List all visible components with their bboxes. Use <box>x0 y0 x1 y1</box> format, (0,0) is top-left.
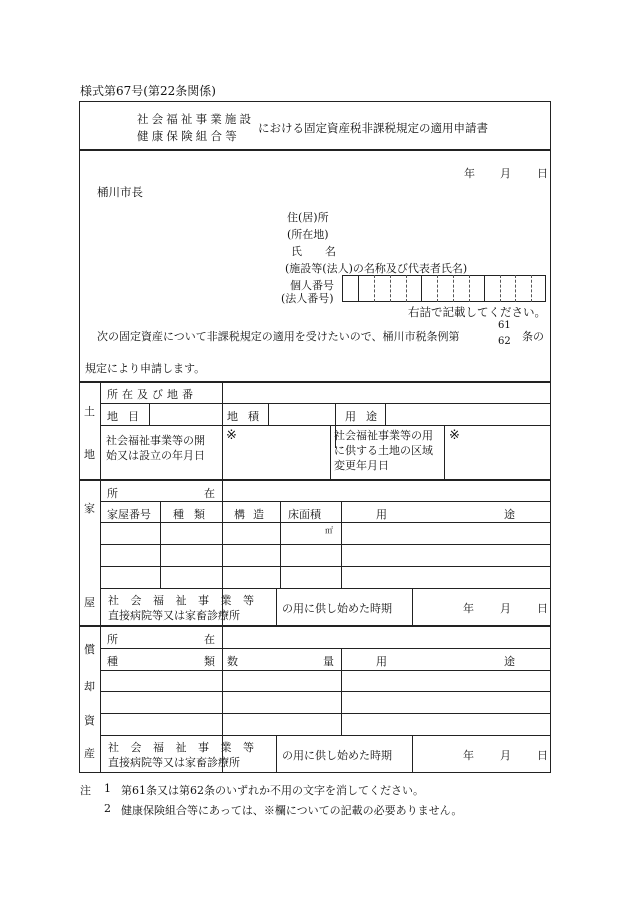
title-char: 社 <box>137 112 149 126</box>
title-main: における固定資産税非課税規定の適用申請書 <box>258 121 488 135</box>
note-2-number: 2 <box>104 802 111 815</box>
house-period-label-2: 直接病院等又は家畜診療所 <box>108 609 240 622</box>
title-char: 祉 <box>180 112 193 126</box>
land-start-label-1: 社会福祉事業等の開 <box>106 434 205 447</box>
notes-label: 注 <box>80 784 91 797</box>
land-change-label-2: に供する土地の区域 <box>334 444 433 457</box>
house-floor-label: 床面積 <box>288 508 321 521</box>
depreciable-period-day: 日 <box>537 749 548 762</box>
depreciable-period-year: 年 <box>463 749 474 762</box>
house-side-2: 屋 <box>84 596 95 609</box>
land-start-label-2: 始又は設立の年月日 <box>106 449 205 462</box>
depreciable-use-label-1: 用 <box>376 655 387 668</box>
id-grid-divider <box>531 275 532 302</box>
house-use-label-1: 用 <box>376 508 387 521</box>
depreciable-period-label-1: 社会福祉事業等 <box>108 741 266 754</box>
id-grid-divider <box>406 275 407 302</box>
depreciable-period-label-2: 直接病院等又は家畜診療所 <box>108 756 240 769</box>
article-61: 61 <box>498 320 511 331</box>
form-number: 様式第67号(第22条関係) <box>80 84 216 98</box>
note-1: 第61条又は第62条のいずれか不用の文字を消してください。 <box>121 784 424 797</box>
depreciable-side-4: 産 <box>84 747 95 760</box>
land-side-2: 地 <box>84 448 95 461</box>
statement-text3: 規定により申請します。 <box>85 362 206 375</box>
depreciable-period-text: の用に供し始めた時期 <box>282 749 392 762</box>
depreciable-location-label-2: 在 <box>204 633 215 646</box>
depreciable-qty-label-2: 量 <box>323 655 334 668</box>
title-line1 <box>137 111 251 127</box>
land-category-label: 地目 <box>107 410 149 423</box>
id-label: 個人番号 <box>290 279 334 292</box>
id-grid-divider <box>484 275 485 302</box>
land-area-label: 地積 <box>227 410 269 423</box>
depreciable-side-1: 償 <box>84 643 95 656</box>
address-label: 住(居)所 <box>287 211 329 224</box>
house-side-1: 家 <box>84 502 95 515</box>
id-grid-divider <box>421 275 422 302</box>
land-location-label: 所在及び地番 <box>107 388 197 401</box>
depreciable-qty-label-1: 数 <box>227 655 238 668</box>
depreciable-use-label-2: 途 <box>504 655 515 668</box>
title-char: 設 <box>239 112 251 126</box>
corp-id-label: (法人番号) <box>281 292 334 305</box>
date-month: 月 <box>500 167 511 180</box>
id-grid-divider <box>358 275 359 302</box>
land-mark-2: ※ <box>449 428 460 443</box>
title-char: 事 <box>195 112 208 126</box>
depreciable-kind-label-1: 種 <box>107 655 118 668</box>
depreciable-side-2: 却 <box>84 680 95 693</box>
land-change-label-3: 変更年月日 <box>334 459 389 472</box>
facility-label: (施設等(法人)の名称及び代表者氏名) <box>285 262 468 275</box>
house-period-year: 年 <box>463 602 474 615</box>
title-char: 業 <box>210 112 222 126</box>
title-char: 施 <box>224 112 237 126</box>
date-year: 年 <box>464 167 475 180</box>
land-change-label-1: 社会福祉事業等の用 <box>334 429 433 442</box>
house-number-label: 家屋番号 <box>107 508 151 521</box>
house-use-label-2: 途 <box>504 508 515 521</box>
house-location-label-1: 所 <box>107 487 118 500</box>
title-line2: 健康保険組合等 <box>137 129 240 143</box>
house-period-text: の用に供し始めた時期 <box>282 602 392 615</box>
statement-text1: 次の固定資産について非課税規定の適用を受けたいので、桶川市税条例第 <box>97 330 460 343</box>
name-label-2: 名 <box>325 245 336 258</box>
id-grid-divider <box>515 275 516 302</box>
id-grid-divider <box>500 275 501 302</box>
land-use-label: 用途 <box>345 410 387 423</box>
id-grid-divider <box>437 275 438 302</box>
depreciable-side-3: 資 <box>84 714 95 727</box>
land-side-1: 土 <box>84 405 95 418</box>
note-1-number: 1 <box>104 782 111 795</box>
id-grid-divider <box>390 275 391 302</box>
house-period-label-1: 社会福祉事業等 <box>108 594 266 607</box>
depreciable-kind-label-2: 類 <box>204 655 215 668</box>
id-note: 右詰で記載してください。 <box>408 305 546 319</box>
house-unit: ㎡ <box>325 526 333 535</box>
house-location-label-2: 在 <box>204 487 215 500</box>
land-mark-1: ※ <box>226 428 237 443</box>
location-label: (所在地) <box>287 228 329 241</box>
article-62: 62 <box>498 336 511 347</box>
title-char: 会 <box>151 112 164 126</box>
note-2: 健康保険組合等にあっては、※欄についての記載の必要ありません。 <box>121 804 463 817</box>
depreciable-location-label-1: 所 <box>107 633 118 646</box>
house-period-month: 月 <box>500 602 511 615</box>
house-structure-label: 構造 <box>234 508 272 521</box>
id-grid-divider <box>469 275 470 302</box>
house-period-day: 日 <box>537 602 548 615</box>
title-char: 福 <box>166 112 178 126</box>
land-side-divider <box>100 382 101 480</box>
house-kind-label: 種類 <box>173 508 215 521</box>
addressee: 桶川市長 <box>97 185 143 199</box>
id-grid-divider <box>374 275 375 302</box>
name-label-1: 氏 <box>291 245 302 258</box>
date-day: 日 <box>537 167 548 180</box>
id-grid-divider <box>453 275 454 302</box>
depreciable-period-month: 月 <box>500 749 511 762</box>
statement-text2: 条の <box>522 330 544 343</box>
